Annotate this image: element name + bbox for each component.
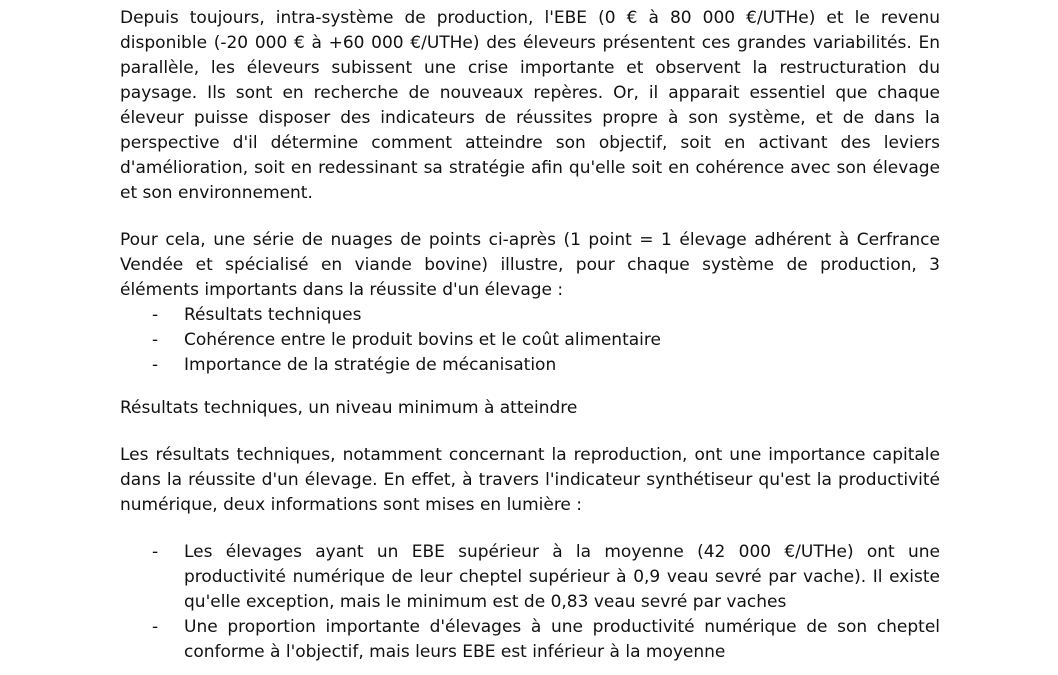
list-item-text: Les élevages ayant un EBE supérieur à la moyenne (42 000 €/UTHe) ont une productivité numérique de leur cheptel supérieur à 0,9 veau sevré par vache). Il existe qu'elle exception, mais le minimum est de 0,83 veau sevré par vaches xyxy=(184,542,940,612)
intro-paragraph: Depuis toujours, intra-système de production, l'EBE (0 € à 80 000 €/UTHe) et le revenu disponible (-20 000 € à +60 000 €/UTHe) des éleveurs présentent ces grandes variabilités. En parallèle, les éleveurs subissent une crise importante et observent la restructuration du paysage. Ils sont en recherche de nouveaux repères. Or, il apparait essentiel que chaque éleveur puisse disposer des indicateurs de réussites propre à son système, et de dans la perspective d'il détermine comment atteindre son objectif, soit en activant des leviers d'amélioration, soit en redessinant sa stratégie afin qu'elle soit en cohérence avec son élevage et son environnement. xyxy=(120,8,940,203)
dash-bullet: - xyxy=(152,355,159,375)
dash-bullet: - xyxy=(152,330,159,350)
section-heading: Résultats techniques, un niveau minimum à atteindre xyxy=(120,398,578,418)
method-paragraph: Pour cela, une série de nuages de points ci-après (1 point = 1 élevage adhérent à Cerfrance Vendée et spécialisé en viande bovine) illustre, pour chaque système de production, 3 éléments importants dans la réussite d'un élevage : xyxy=(120,230,940,300)
list-item xyxy=(120,303,940,328)
list-item xyxy=(120,353,940,378)
results-paragraph: Les résultats techniques, notamment concernant la reproduction, ont une importance capitale dans la réussite d'un élevage. En effet, à travers l'indicateur synthétiseur qu'est la productivité numérique, deux informations sont mises en lumière : xyxy=(120,445,940,515)
list-item-text: Cohérence entre le produit bovins et le coût alimentaire xyxy=(184,330,661,350)
list-item-text: Une proportion importante d'élevages à une productivité numérique de son cheptel conforme à l'objectif, mais leurs EBE est inférieur à la moyenne xyxy=(184,617,940,662)
list-item-text: Importance de la stratégie de mécanisation xyxy=(184,355,557,375)
dash-bullet: - xyxy=(152,617,159,637)
dash-bullet: - xyxy=(152,305,159,325)
dash-bullet: - xyxy=(152,542,159,562)
list-item-text: Résultats techniques xyxy=(184,305,362,325)
spacer xyxy=(120,206,940,228)
spacer xyxy=(120,518,940,540)
document-page xyxy=(120,6,940,665)
elements-list xyxy=(120,303,940,378)
findings-list xyxy=(120,540,940,665)
spacer xyxy=(120,378,940,396)
list-item xyxy=(120,540,940,615)
spacer xyxy=(120,421,940,443)
list-item xyxy=(120,615,940,665)
list-item xyxy=(120,328,940,353)
